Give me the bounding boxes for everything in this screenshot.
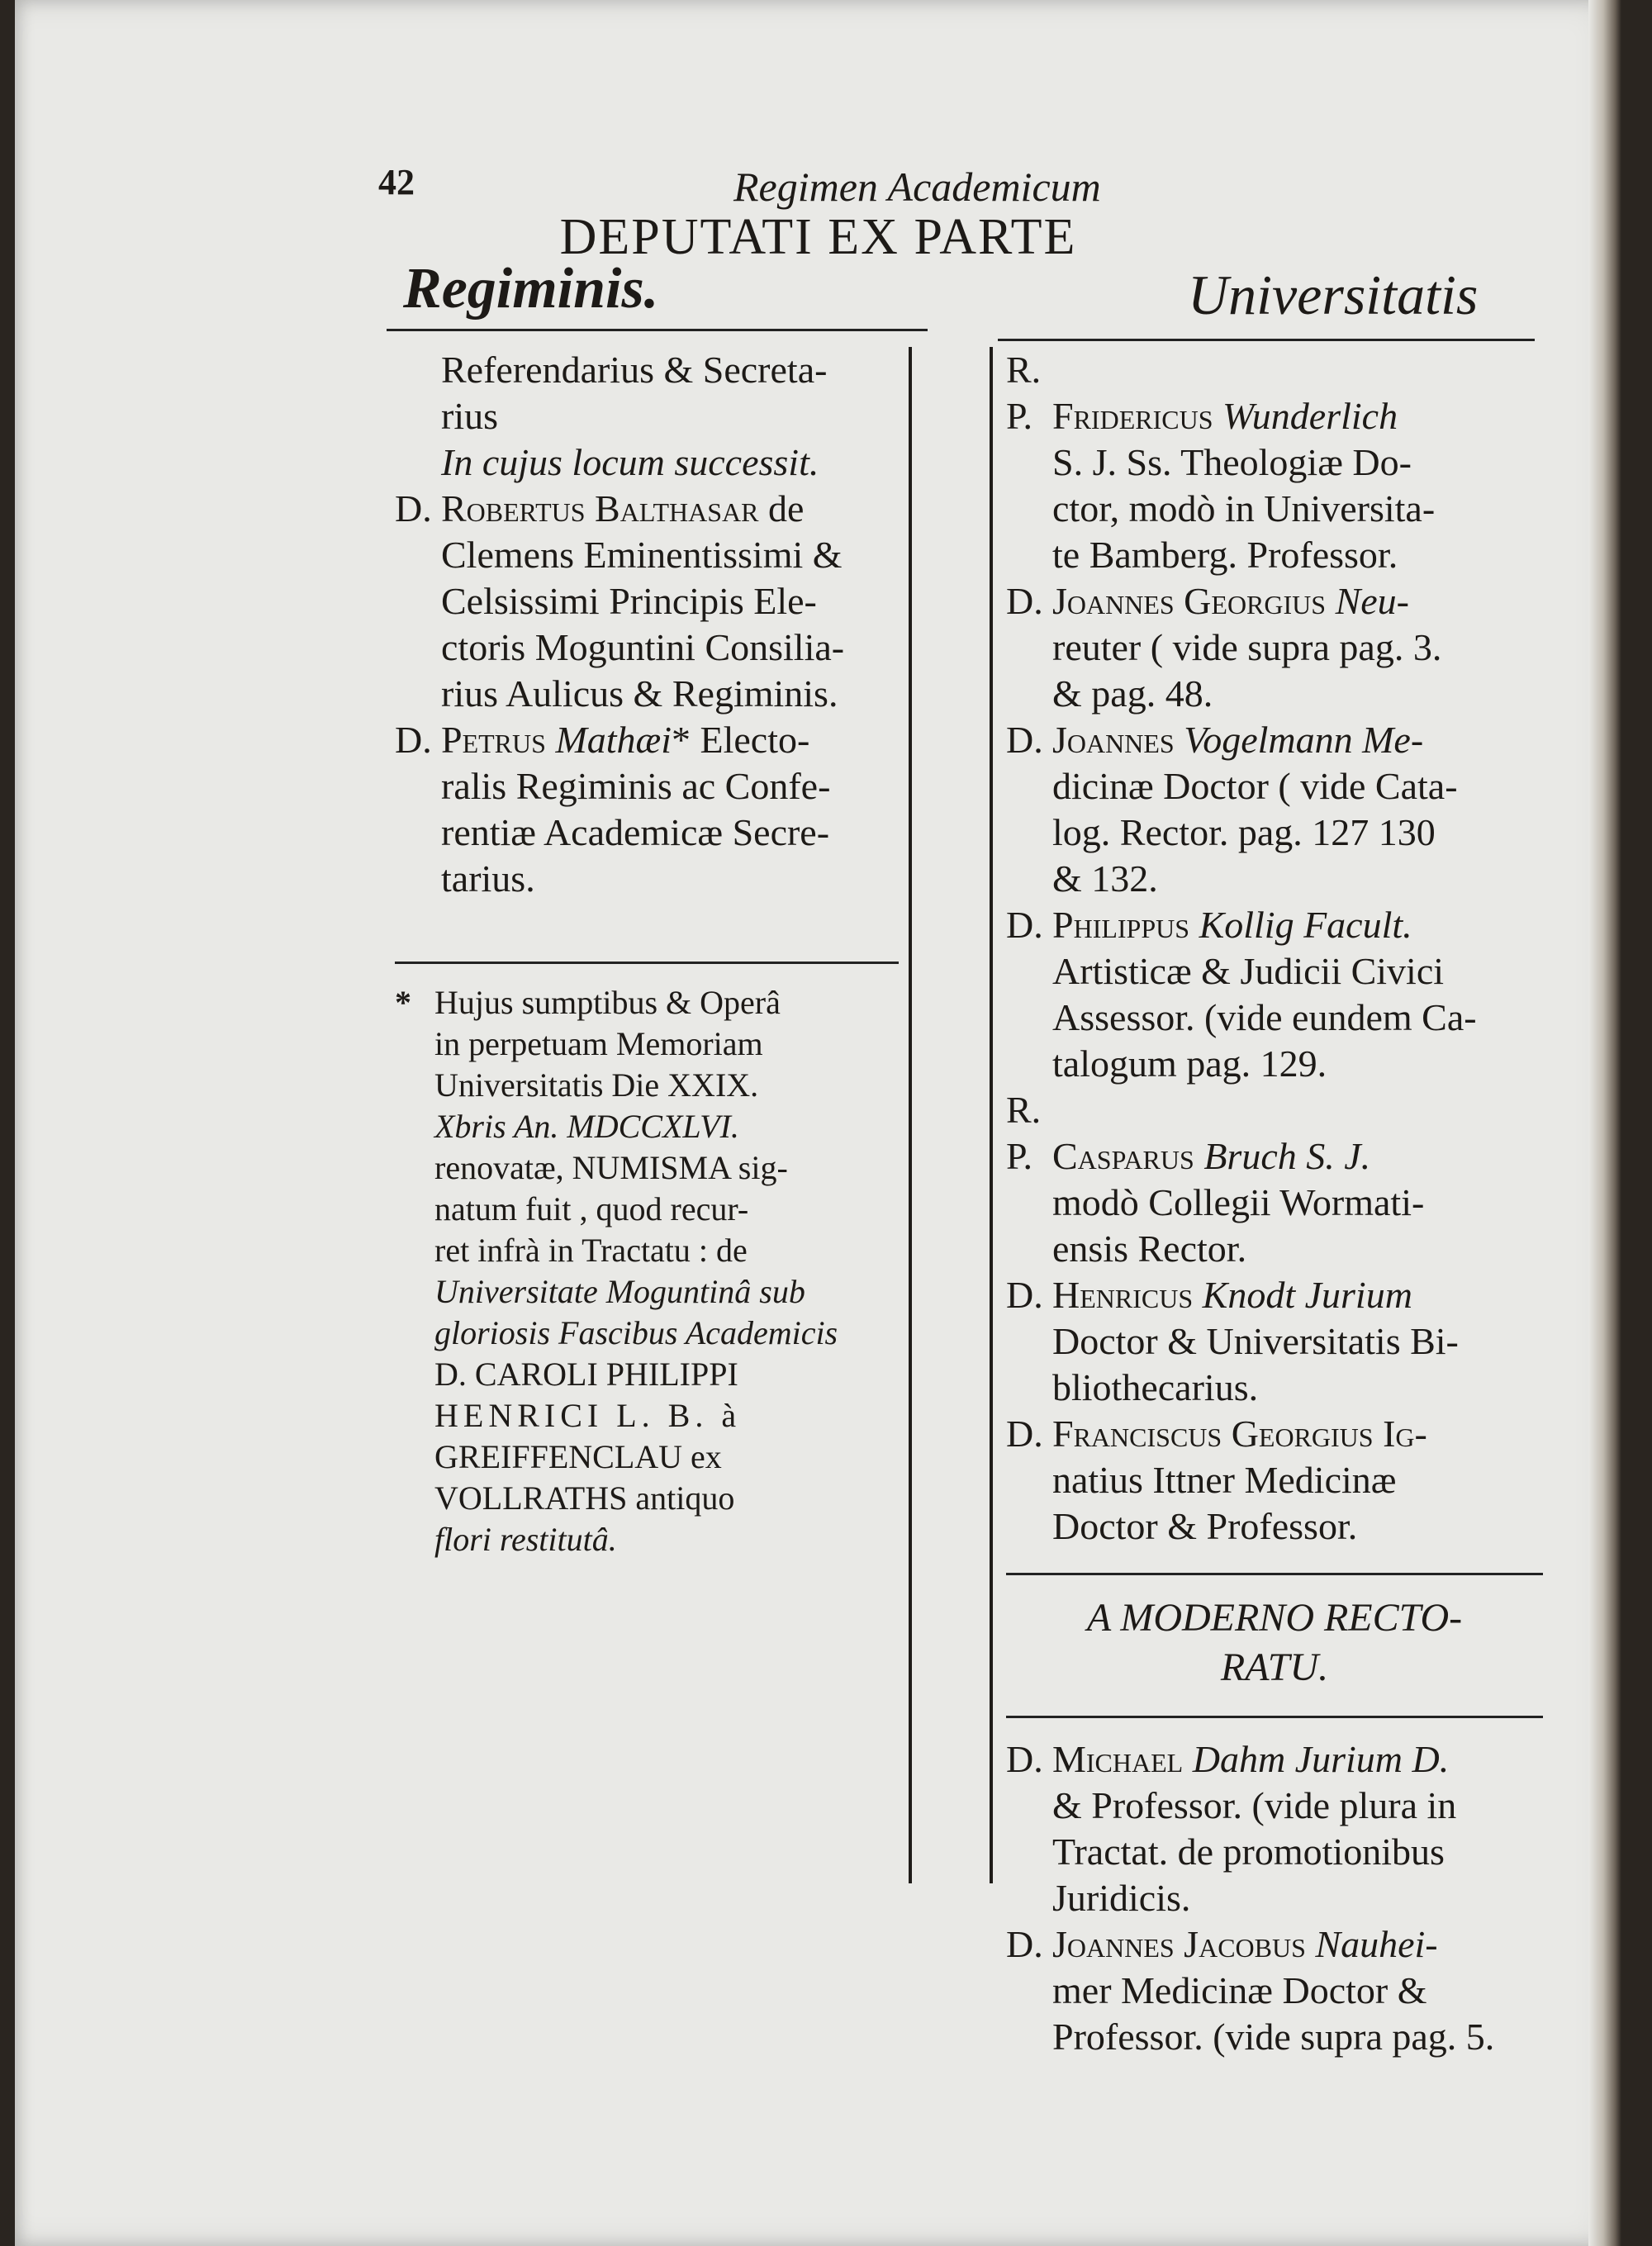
entry-referendarius: Referendarius & Secreta- rius In cujus locum successit. (441, 349, 828, 483)
left-heading-rule (387, 329, 928, 331)
right-entry: D. Joannes Vogelmann Me- dicinæ Doctor ( vide Cata- log. Rector. pag. 127 130 & 132. (1006, 719, 1458, 900)
entry-petrus-mathaei: D. Petrus Mathæi* Electo- ralis Regiminis ac Confe- rentiæ Academicæ Secre- tarius. (395, 719, 831, 900)
section-rule-bottom (1006, 1716, 1543, 1718)
book-page (15, 0, 1621, 2246)
left-column-heading: Regiminis. (403, 257, 659, 321)
right-entry: D. Joannes Jacobus Nauhei- mer Medicinæ Doctor & Professor. (vide supra pag. 5. (1006, 1923, 1495, 2058)
right-entry: D. Franciscus Georgius Ig- natius Ittner Medicinæ Doctor & Professor. (1006, 1413, 1427, 1547)
page-title: DEPUTATI EX PARTE (559, 209, 1077, 265)
section-rule-top (1006, 1573, 1543, 1575)
right-heading-rule (998, 339, 1535, 341)
right-entry: D. Henricus Knodt Jurium Doctor & Universitatis Bi- bliothecarius. (1006, 1274, 1459, 1408)
right-column-heading: Universitatis (1188, 264, 1479, 326)
right-entry: D. Joannes Georgius Neu- reuter ( vide supra pag. 3. & pag. 48. (1006, 580, 1442, 715)
right-entry: R. P. Casparus Bruch S. J. modò Collegii Wormati- ensis Rector. (1006, 1089, 1425, 1270)
left-column (395, 347, 899, 1560)
section-heading: A MODERNO RECTO- RATU. (1086, 1596, 1463, 1689)
right-entry: D. Michael Dahm Jurium D. & Professor. (vide plura in Tractat. de promotionibus Juridicis. (1006, 1738, 1457, 1919)
right-entry: R. P. Fridericus Wunderlich S. J. Ss. Theologiæ Do- ctor, modò in Universita- te Bamberg. Professor. (1006, 349, 1436, 576)
right-column-divider (990, 347, 993, 1883)
right-entry: D. Philippus Kollig Facult. Artisticæ & Judicii Civici Assessor. (vide eundem Ca- talogum pag. 129. (1006, 904, 1477, 1085)
page-number: 42 (378, 162, 415, 202)
footnote-rule (395, 962, 899, 964)
right-column (1006, 347, 1543, 2060)
running-head: Regimen Academicum (733, 164, 1101, 210)
entry-robertus-balthasar: D. Robertus Balthasar de Clemens Eminentissimi & Celsissimi Principis Ele- ctoris Moguntini Consilia- rius Aulicus & Regiminis. (395, 487, 845, 715)
footnote: * Hujus sumptibus & Operâ in perpetuam Memoriam Universitatis Die XXIX. Xbris An. MDCCXLVI. renovatæ, NUMISMA sig- natum fuit , quod recur- ret infrà in Tractatu : de Universitate Moguntinâ sub gloriosis Fascibus Academicis D. CAROLI PHILIPPI HENRICI L. B. à GREIFFENCLAU ex VOLLRATHS antiquo flori restitutâ. (395, 984, 838, 1558)
book-binding (1588, 0, 1621, 2246)
left-column-divider (909, 347, 912, 1883)
